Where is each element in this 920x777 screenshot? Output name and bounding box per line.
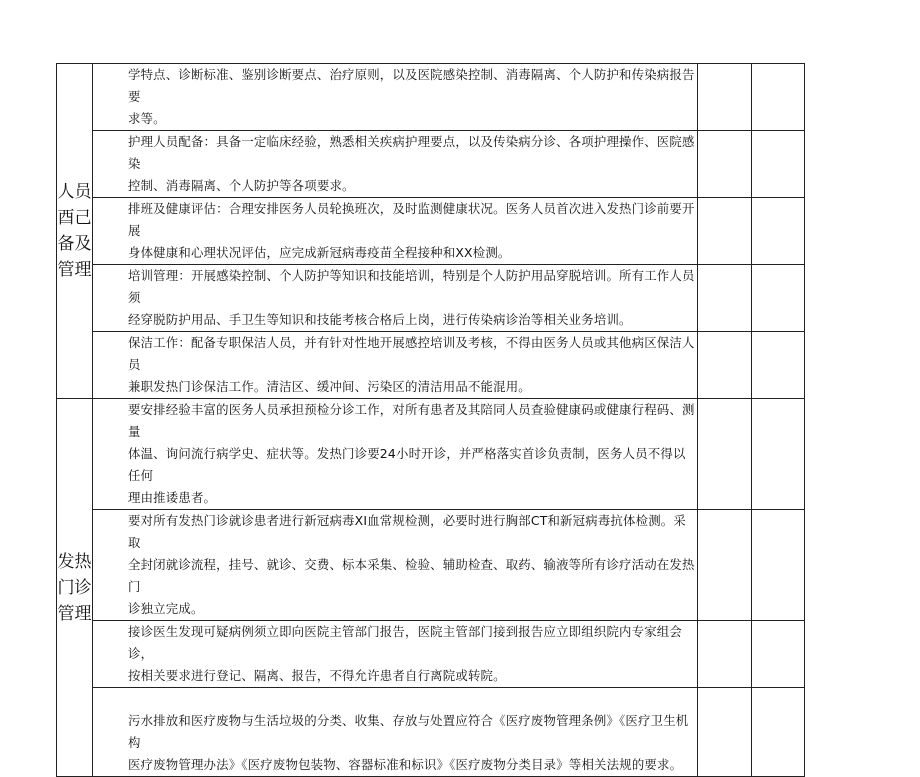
row-text: 学特点、诊断标准、鉴别诊断要点、治疗原则，以及医院感染控制、消毒隔离、个人防护和传染病报告要 求等。 (93, 64, 698, 131)
table-row (57, 64, 805, 131)
empty-cell (698, 64, 752, 131)
row-text: 保洁工作：配备专职保洁人员，并有针对性地开展感控培训及考核，不得由医务人员或其他病区保洁人员 兼职发热门诊保洁工作。清洁区、缓冲间、污染区的清洁用品不能混用。 (93, 332, 698, 399)
row-text: 要安排经验丰富的医务人员承担预检分诊工作，对所有患者及其陪同人员查验健康码或健康行程码、测量 体温、询问流行病学史、症状等。发热门诊要24小时开诊，并严格落实首诊负责制，医务人员不得以任何 理由推诿患者。 (93, 399, 698, 510)
row-text: 接诊医生发现可疑病例须立即向医院主管部门报告，医院主管部门接到报告应立即组织院内专家组会诊， 按相关要求进行登记、隔离、报告，不得允许患者自行离院或转院。 (93, 621, 698, 688)
row-text: 护理人员配备：具备一定临床经验，熟悉相关疾病护理要点，以及传染病分诊、各项护理操作、医院感染 控制、消毒隔离、个人防护等各项要求。 (93, 131, 698, 198)
empty-cell (752, 332, 805, 399)
empty-cell (752, 510, 805, 621)
row-text: 培训管理：开展感染控制、个人防护等知识和技能培训，特别是个人防护用品穿脱培训。所有工作人员须 经穿脱防护用品、手卫生等知识和技能考核合格后上岗，进行传染病诊治等相关业务培训。 (93, 265, 698, 332)
empty-cell (698, 621, 752, 688)
empty-cell (698, 198, 752, 265)
table-row (57, 621, 805, 688)
table-row (57, 198, 805, 265)
table-row (57, 510, 805, 621)
empty-cell (698, 131, 752, 198)
empty-cell (752, 265, 805, 332)
empty-cell (698, 510, 752, 621)
table-row (57, 688, 805, 777)
empty-cell (698, 265, 752, 332)
section-title-fever-clinic: 发热 门诊 管理 (57, 399, 93, 777)
empty-cell (698, 332, 752, 399)
empty-cell (698, 688, 752, 777)
table-row (57, 332, 805, 399)
regulation-table (56, 63, 805, 777)
section-title-staffing: 人员 酉己 备及 管理 (57, 64, 93, 399)
empty-cell (752, 131, 805, 198)
empty-cell (752, 64, 805, 131)
empty-cell (752, 688, 805, 777)
empty-cell (752, 621, 805, 688)
table-row (57, 131, 805, 198)
row-text: 要对所有发热门诊就诊患者进行新冠病毒XI血常规检测，必要时进行胸部CT和新冠病毒抗体检测。采取 全封闭就诊流程，挂号、就诊、交费、标本采集、检验、辅助检查、取药、输液等所有诊疗活动在发热门 诊独立完成。 (93, 510, 698, 621)
empty-cell (752, 198, 805, 265)
row-text: 污水排放和医疗废物与生活垃圾的分类、收集、存放与处置应符合《医疗废物管理条例》《医疗卫生机构 医疗废物管理办法》《医疗废物包装物、容器标准和标识》《医疗废物分类目录》等相关法规的要求。 (93, 688, 698, 777)
empty-cell (698, 399, 752, 510)
empty-cell (752, 399, 805, 510)
table-row (57, 265, 805, 332)
row-text: 排班及健康评估：合理安排医务人员轮换班次，及时监测健康状况。医务人员首次进入发热门诊前要开展 身体健康和心理状况评估，应完成新冠病毒疫苗全程接种和XX检测。 (93, 198, 698, 265)
table-row (57, 399, 805, 510)
